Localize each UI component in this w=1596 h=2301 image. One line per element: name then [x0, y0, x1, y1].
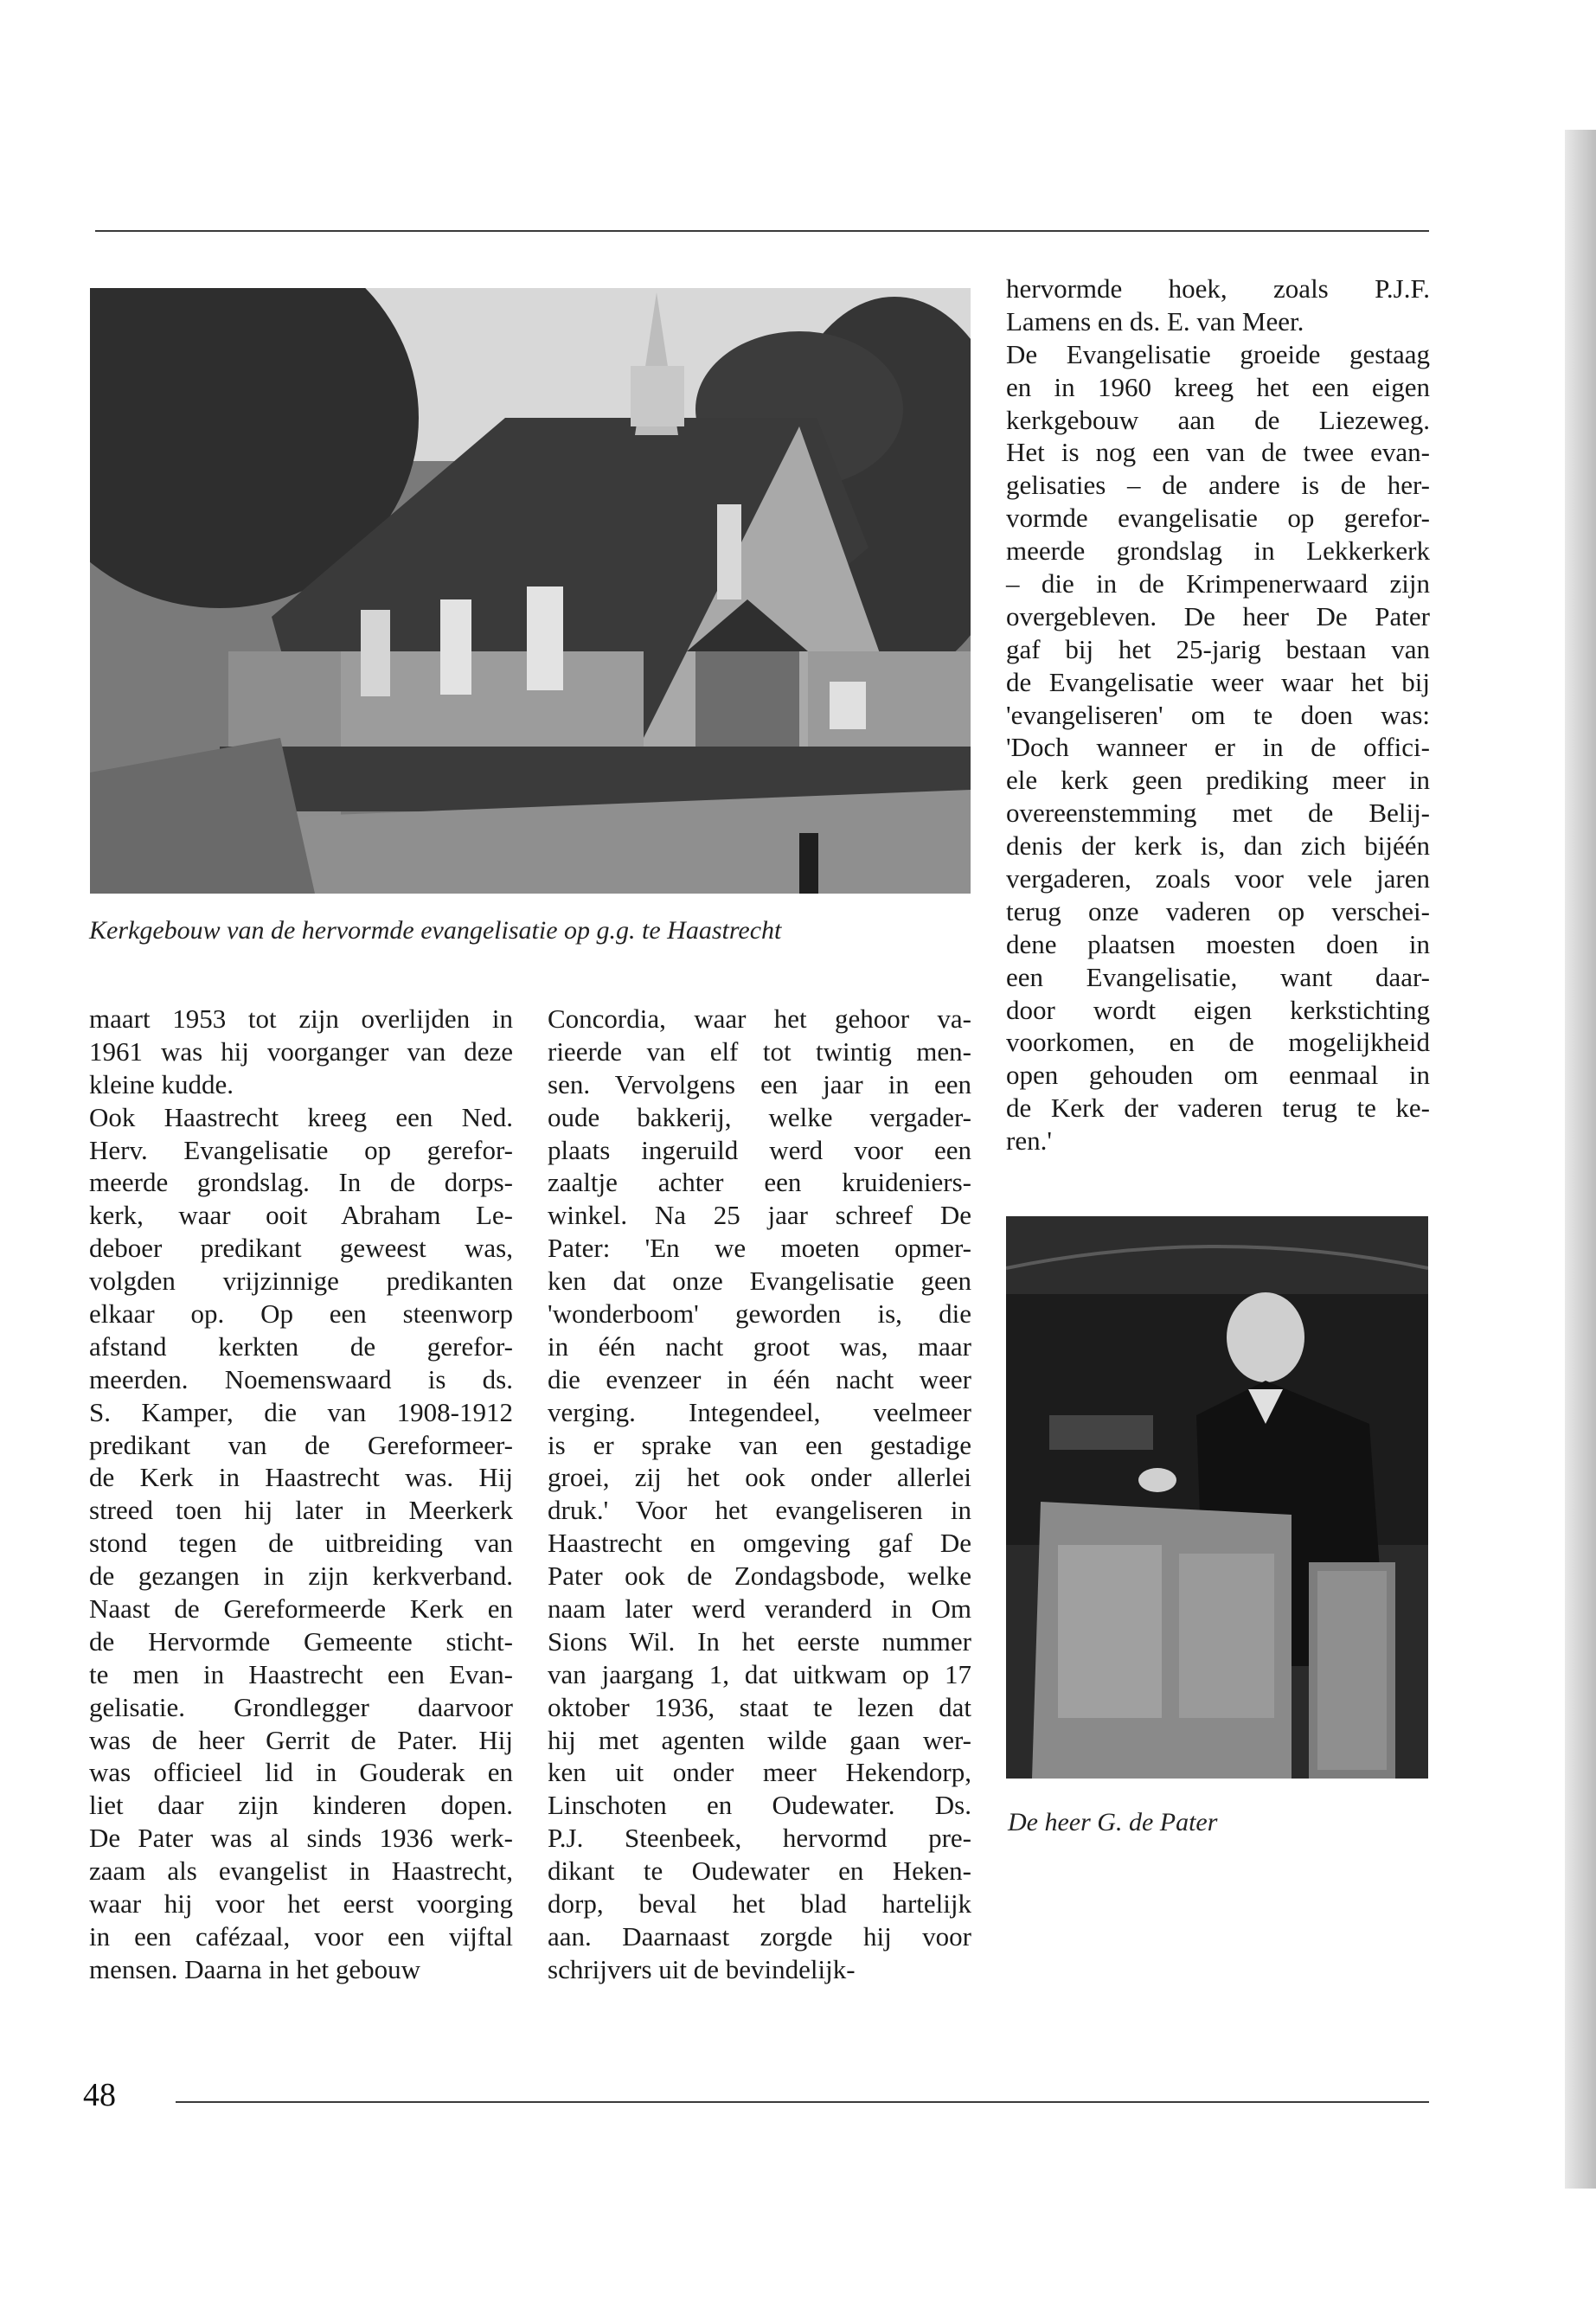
church-photo — [90, 288, 971, 894]
text-line: zaaltje achter een kruideniers- — [548, 1167, 971, 1198]
text-line: meerde grondslag. In de dorps- — [89, 1167, 513, 1198]
text-line: hervormde hoek, zoals P.J.F. — [1006, 273, 1430, 304]
text-column-middle — [548, 1003, 971, 1986]
text-line: oude bakkerij, welke vergader- — [548, 1101, 971, 1132]
text-line: De Pater was al sinds 1936 werk- — [89, 1823, 513, 1854]
text-line: de Evangelisatie weer waar het bij — [1006, 666, 1430, 697]
page-number: 48 — [83, 2077, 116, 2113]
text-line: groei, zij het ook onder allerlei — [548, 1462, 971, 1493]
text-line: hij met agenten wilde gaan wer- — [548, 1724, 971, 1755]
text-line: dorp, beval het blad hartelijk — [548, 1888, 971, 1920]
text-line: Pater ook de Zondagsbode, welke — [548, 1561, 971, 1592]
text-line: deboer predikant geweest was, — [89, 1233, 513, 1264]
text-line: 1961 was hij voorganger van deze — [89, 1035, 513, 1067]
text-line: was de heer Gerrit de Pater. Hij — [89, 1724, 513, 1755]
text-line: kleine kudde. — [89, 1068, 234, 1099]
text-line: volgden vrijzinnige predikanten — [89, 1266, 513, 1297]
text-line: en in 1960 kreeg het een eigen — [1006, 371, 1430, 402]
text-line: Linschoten en Oudewater. Ds. — [548, 1790, 971, 1821]
header-rule — [95, 230, 1429, 232]
text-line: Concordia, waar het gehoor va- — [548, 1003, 971, 1034]
text-line: terug onze vaderen op verschei- — [1006, 895, 1430, 926]
text-line: de Hervormde Gemeente sticht- — [89, 1625, 513, 1657]
text-line: vergaderen, zoals voor vele jaren — [1006, 863, 1430, 894]
text-line: dikant te Oudewater en Heken- — [548, 1856, 971, 1887]
text-line: Lamens en ds. E. van Meer. — [1006, 305, 1304, 336]
text-line: verging. Integendeel, veelmeer — [548, 1396, 971, 1427]
text-line: is er sprake van een gestadige — [548, 1429, 971, 1460]
pater-photo-caption: De heer G. de Pater — [1008, 1808, 1218, 1836]
text-line: Pater: 'En we moeten opmer- — [548, 1233, 971, 1264]
text-line: vormde evangelisatie op gerefor- — [1006, 503, 1430, 534]
text-line: te men in Haastrecht een Evan- — [89, 1658, 513, 1689]
text-line: elkaar op. Op een steenworp — [89, 1298, 513, 1330]
text-line: overgebleven. De heer De Pater — [1006, 600, 1430, 631]
text-line: – die in de Krimpenerwaard zijn — [1006, 568, 1430, 599]
text-line: P.J. Steenbeek, hervormd pre- — [548, 1823, 971, 1854]
text-line: gaf bij het 25-jarig bestaan van — [1006, 633, 1430, 664]
text-column-left — [89, 1003, 513, 1986]
text-line: dene plaatsen moesten doen in — [1006, 928, 1430, 959]
text-line: de Kerk in Haastrecht was. Hij — [89, 1462, 513, 1493]
text-line: schrijvers uit de bevindelijk- — [548, 1953, 856, 1984]
text-line: ren.' — [1006, 1125, 1052, 1157]
text-line: van jaargang 1, dat uitkwam op 17 — [548, 1658, 971, 1689]
text-line: kerkgebouw aan de Liezeweg. — [1006, 404, 1430, 435]
text-line: Naast de Gereformeerde Kerk en — [89, 1593, 513, 1625]
text-line: druk.' Voor het evangeliseren in — [548, 1495, 971, 1526]
text-line: Het is nog een van de twee evan- — [1006, 437, 1430, 468]
pater-photo-image — [1006, 1216, 1428, 1779]
text-line: meerden. Noemenswaard is ds. — [89, 1363, 513, 1394]
text-line: open gehouden om eenmaal in — [1006, 1060, 1430, 1091]
text-line: oktober 1936, staat te lezen dat — [548, 1691, 971, 1722]
footer-rule — [176, 2101, 1429, 2103]
church-photo-image — [90, 288, 971, 894]
text-line: S. Kamper, die van 1908-1912 — [89, 1396, 513, 1427]
text-line: maart 1953 tot zijn overlijden in — [89, 1003, 513, 1034]
text-line: de gezangen in zijn kerkverband. — [89, 1561, 513, 1592]
text-line: overeenstemming met de Belij- — [1006, 798, 1430, 829]
text-line: naam later werd veranderd in Om — [548, 1593, 971, 1625]
text-line: predikant van de Gereformeer- — [89, 1429, 513, 1460]
text-line: aan. Daarnaast zorgde hij voor — [548, 1920, 971, 1952]
text-line: in één nacht groot was, maar — [548, 1330, 971, 1362]
text-line: streed toen hij later in Meerkerk — [89, 1495, 513, 1526]
page-edge-shadow — [1565, 130, 1596, 2189]
text-line: de Kerk der vaderen terug te ke- — [1006, 1093, 1430, 1124]
text-line: 'wonderboom' geworden is, die — [548, 1298, 971, 1330]
text-column-right — [1006, 272, 1430, 1157]
text-line: sen. Vervolgens een jaar in een — [548, 1068, 971, 1099]
text-line: gelisatie. Grondlegger daarvoor — [89, 1691, 513, 1722]
text-line: Haastrecht en omgeving gaf De — [548, 1528, 971, 1559]
text-line: 'Doch wanneer er in de offici- — [1006, 732, 1430, 763]
text-line: winkel. Na 25 jaar schreef De — [548, 1200, 971, 1231]
pater-photo — [1006, 1216, 1428, 1779]
text-line: De Evangelisatie groeide gestaag — [1006, 338, 1430, 369]
church-photo-caption: Kerkgebouw van de hervormde evangelisatie op g.g. te Haastrecht — [89, 916, 782, 945]
text-line: door wordt eigen kerkstichting — [1006, 994, 1430, 1025]
text-line: die evenzeer in één nacht weer — [548, 1363, 971, 1394]
text-line: meerde grondslag in Lekkerkerk — [1006, 535, 1430, 567]
text-line: plaats ingeruild werd voor een — [548, 1134, 971, 1165]
text-line: was officieel lid in Gouderak en — [89, 1757, 513, 1788]
text-line: Ook Haastrecht kreeg een Ned. — [89, 1101, 513, 1132]
text-line: kerk, waar ooit Abraham Le- — [89, 1200, 513, 1231]
text-line: gelisaties – de andere is de her- — [1006, 470, 1430, 501]
text-line: een Evangelisatie, want daar- — [1006, 961, 1430, 992]
text-line: voorkomen, en de mogelijkheid — [1006, 1027, 1430, 1058]
text-line: afstand kerkten de gerefor- — [89, 1330, 513, 1362]
text-line: 'evangeliseren' om te doen was: — [1006, 699, 1430, 730]
text-line: waar hij voor het eerst voorging — [89, 1888, 513, 1920]
text-line: mensen. Daarna in het gebouw — [89, 1953, 421, 1984]
text-line: in een cafézaal, voor een vijftal — [89, 1920, 513, 1952]
text-line: denis der kerk is, dan zich bijéén — [1006, 830, 1430, 862]
text-line: zaam als evangelist in Haastrecht, — [89, 1856, 513, 1887]
text-line: liet daar zijn kinderen dopen. — [89, 1790, 513, 1821]
text-line: Herv. Evangelisatie op gerefor- — [89, 1134, 513, 1165]
text-line: Sions Wil. In het eerste nummer — [548, 1625, 971, 1657]
text-line: stond tegen de uitbreiding van — [89, 1528, 513, 1559]
text-line: rieerde van elf tot twintig men- — [548, 1035, 971, 1067]
text-line: ken dat onze Evangelisatie geen — [548, 1266, 971, 1297]
text-line: ken uit onder meer Hekendorp, — [548, 1757, 971, 1788]
text-line: ele kerk geen prediking meer in — [1006, 765, 1430, 796]
